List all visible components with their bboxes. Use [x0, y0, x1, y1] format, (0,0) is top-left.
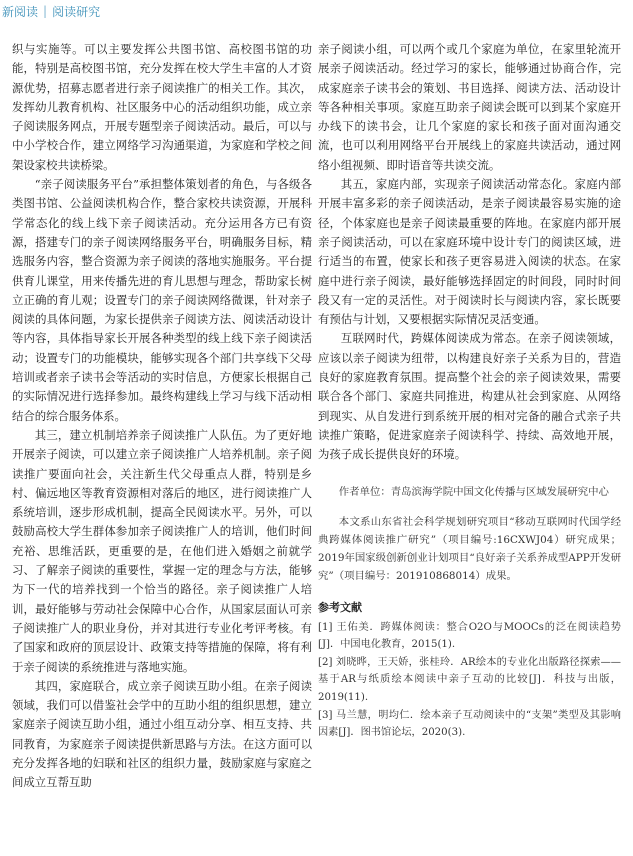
paragraph: 织与实施等。可以主要发挥公共图书馆、高校图书馆的功能，特别是高校图书馆，充分发挥在校大学生丰富的人才资源优势，招募志愿者进行亲子阅读推广的相关工作。其次，发挥幼儿教育机构、社区服务中心的活动组织功能，成立亲子阅读服务网点，开展专题型亲子阅读活动。最后，可以与中小学校合作，建立网络学习沟通渠道，为家庭和学校之间架设家校共读桥梁。 — [12, 42, 312, 172]
reference-item: [3] 马兰慧，明均仁．绘本亲子互动阅读中的“支架”类型及其影响因素[J]．图书馆论坛，2020(3). — [318, 709, 621, 739]
paragraph: 互联网时代，跨媒体阅读成为常态。在亲子阅读领域，应该以亲子阅读为纽带，以构建良好亲子关系为目的，营造良好的家庭教育氛围。提高整个社会的亲子阅读效果，需要联合各个部门、家庭共同推进，构建从社会到家庭、从网络到现实、从自发进行到系统开展的相对完备的融合式亲子共读推广策略，促进家庭亲子阅读科学、持续、高效地开展，为孩子成长提供良好的环境。 — [318, 331, 621, 462]
header-separator: | — [43, 4, 48, 18]
funding-note: 本文系山东省社会科学规划研究项目“移动互联网时代国学经典跨媒体阅读推广研究”（项目编号:16CXWJ04）研究成果；2019年国家级创新创业计划项目“良好亲子关系养成型APP开发研究”（项目编号：201910868014）成果。 — [318, 515, 621, 582]
references-title: 参考文献 — [318, 600, 362, 614]
references-list — [318, 619, 621, 742]
paragraph: 其四，家庭联合，成立亲子阅读互助小组。在亲子阅读领域，我们可以借鉴社会学中的互助小组的组织思想，建立家庭亲子阅读互助小组，通过小组互动分享、相互支持、共同教育，为家庭亲子阅读提供新思路与方法。在这方面可以充分发挥各地的妇联和社区的组织力量，鼓励家庭与家庭之间成立互帮互助 — [12, 678, 312, 790]
subsection-title: 阅读研究 — [52, 4, 101, 19]
right-column — [318, 40, 621, 852]
paragraph: 亲子阅读小组，可以两个或几个家庭为单位，在家里轮流开展亲子阅读活动。经过学习的家长，能够通过协商合作，完成家庭亲子读书会的策划、书目选择、阅读方法、活动设计等各种相关事项。家庭互助亲子阅读会既可以到某个家庭开办线下的读书会，让几个家庭的家长和孩子面对面沟通交流，也可以利用网络平台开展线上的家庭共读活动，通过网络小组视频、即时语音等共读交流。 — [318, 42, 621, 172]
reference-item: [2] 刘晓晔，王天娇，张桂玲．AR绘本的专业化出版路径探索——基于AR与纸质绘本阅读中亲子互动的比较[J]．科技与出版，2019(11). — [318, 656, 621, 703]
paragraph: 其三，建立机制培养亲子阅读推广人队伍。为了更好地开展亲子阅读，可以建立亲子阅读推广人培养机制。亲子阅读推广要面向社会，关注新生代父母重点人群，特别是乡村、偏远地区等教育资源相对落后的地区，进行阅读推广人系统培训，逐步形成机制，提高全民阅读水平。另外，可以鼓励高校大学生群体参加亲子阅读推广人的培训，他们时间充裕、思维活跃，更重要的是，在他们进入婚姻之前就学习、了解亲子阅读的重要性，掌握一定的理念与方法，能够为下一代的培养找到一个恰当的路径。亲子阅读推广人培训，最好能够与劳动社会保障中心合作，从国家层面认可亲子阅读推广人的职业身份，并对其进行专业化考评考核。有了国家和政府的顶层设计、政策支持等措施的保障，将有利于亲子阅读的系统推进与落地实施。 — [12, 427, 312, 674]
left-column — [12, 40, 312, 852]
reference-item: [1] 王佑美．跨媒体阅读：整合O2O与MOOCs的泛在阅读趋势[J]．中国电化教育，2015(1). — [318, 621, 621, 651]
paragraph: “亲子阅读服务平台”承担整体策划者的角色，与各级各类图书馆、公益阅读机构合作，整合家校共读资源，开展科学常态化的线上线下亲子阅读活动。充分运用各方已有资源，搭建专门的亲子阅读网络服务平台，明确服务目标，精选服务内容，整合资源为亲子阅读的落地实施服务。平台提供育儿课堂，用来传播先进的育儿思想与理念，帮助家长树立正确的育儿观；设置专门的亲子阅读网络微课，针对亲子阅读的具体问题，为家长提供亲子阅读方法、阅读活动设计等内容，具体指导家长开展各种类型的线上线下亲子阅读活动；设置专门的功能模块，能够实现各个部门共享线下父母培训或者亲子读书会等活动的实时信息，方便家长根据自己的实际情况进行选择参加。最终构建线上学习与线下活动相结合的综合服务体系。 — [12, 177, 312, 423]
section-title: 新阅读 — [2, 4, 39, 19]
paragraph: 其五，家庭内部，实现亲子阅读活动常态化。家庭内部开展丰富多彩的亲子阅读活动，是亲子阅读最容易实施的途径，个体家庭也是亲子阅读最重要的阵地。在家庭内部开展亲子阅读活动，可以在家庭环境中设计专门的阅读区域，进行适当的布置，使家长和孩子更容易进入阅读的状态。在家庭中进行亲子阅读，最好能够选择固定的时间段，同时时间段又有一定的灵活性。对于阅读时长与阅读内容，家长既要有预估与计划，又要根据实际情况灵活变通。 — [318, 177, 621, 327]
author-unit: 作者单位：青岛滨海学院中国文化传播与区域发展研究中心 — [338, 485, 609, 498]
page-header — [0, 0, 633, 22]
